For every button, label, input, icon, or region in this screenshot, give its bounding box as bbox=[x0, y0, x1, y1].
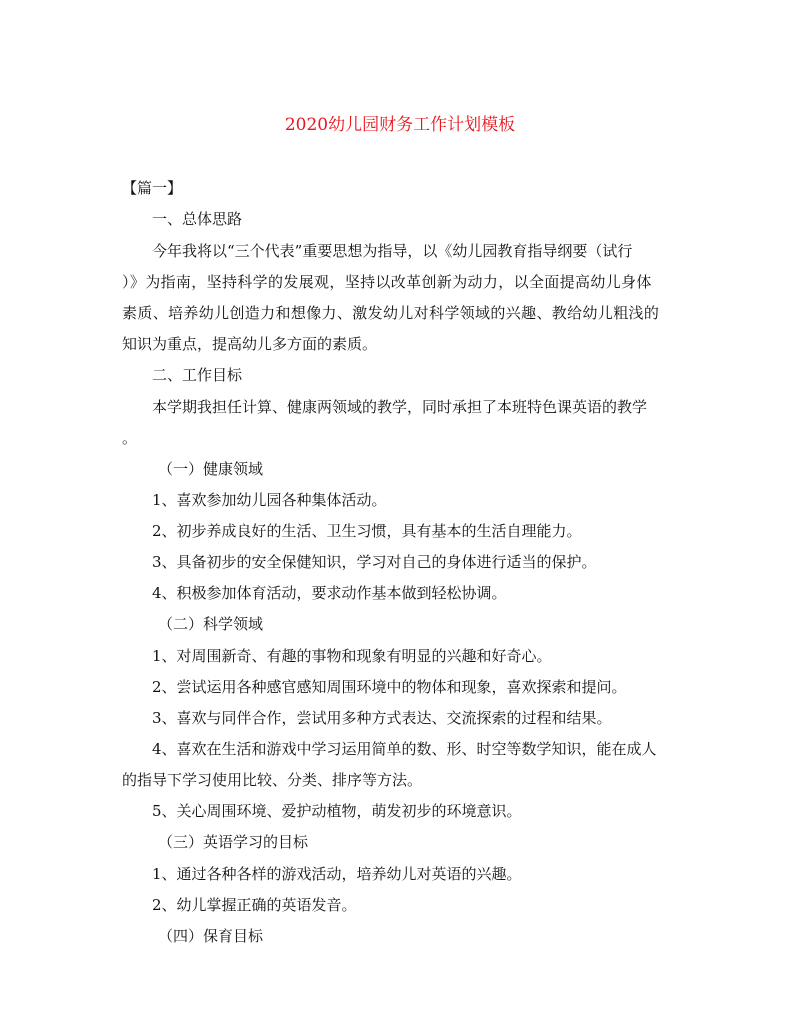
paragraph-line: 今年我将以“三个代表”重要思想为指导，以《幼儿园教育指导纲要（试行 bbox=[152, 242, 633, 260]
list-item: 2、尝试运用各种感官感知周围环境中的物体和现象，喜欢探索和提问。 bbox=[152, 678, 627, 696]
paragraph-line: ）》为指南，坚持科学的发展观，坚持以改革创新为动力，以全面提高幼儿身体 bbox=[122, 273, 652, 291]
list-item: 2、幼儿掌握正确的英语发音。 bbox=[152, 896, 357, 914]
list-item: 1、喜欢参加幼儿园各种集体活动。 bbox=[152, 491, 387, 509]
heading-work-goals: 二、工作目标 bbox=[152, 366, 243, 384]
subheading-care: （四）保育目标 bbox=[158, 927, 264, 945]
paragraph-line: 素质、培养幼儿创造力和想像力、激发幼儿对科学领域的兴趣、教给幼儿粗浅的 bbox=[122, 304, 660, 322]
subheading-science: （二）科学领域 bbox=[158, 615, 264, 633]
section-heading: 【篇一】 bbox=[122, 179, 183, 197]
list-item: 5、关心周围环境、爱护动植物，萌发初步的环境意识。 bbox=[152, 802, 522, 820]
list-item: 4、积极参加体育活动，要求动作基本做到轻松协调。 bbox=[152, 584, 507, 602]
paragraph-line: 。 bbox=[122, 429, 138, 447]
list-item: 3、喜欢与同伴合作，尝试用多种方式表达、交流探索的过程和结果。 bbox=[152, 709, 612, 727]
list-item-continuation: 的指导下学习使用比较、分类、排序等方法。 bbox=[122, 771, 423, 789]
list-item: 1、对周围新奇、有趣的事物和现象有明显的兴趣和好奇心。 bbox=[152, 647, 552, 665]
subheading-health: （一）健康领域 bbox=[158, 460, 264, 478]
list-item: 3、具备初步的安全保健知识，学习对自己的身体进行适当的保护。 bbox=[152, 553, 597, 571]
list-item: 2、初步养成良好的生活、卫生习惯，具有基本的生活自理能力。 bbox=[152, 522, 582, 540]
list-item: 1、通过各种各样的游戏活动，培养幼儿对英语的兴趣。 bbox=[152, 865, 522, 883]
list-item: 4、喜欢在生活和游戏中学习运用简单的数、形、时空等数学知识，能在成人 bbox=[152, 740, 657, 758]
paragraph-line: 知识为重点，提高幼儿多方面的素质。 bbox=[122, 335, 378, 353]
heading-overall-approach: 一、总体思路 bbox=[152, 210, 243, 228]
subheading-english: （三）英语学习的目标 bbox=[158, 833, 309, 851]
paragraph-line: 本学期我担任计算、健康两领域的教学，同时承担了本班特色课英语的教学 bbox=[152, 398, 648, 416]
document-title: 2020幼儿园财务工作计划模板 bbox=[284, 115, 516, 135]
